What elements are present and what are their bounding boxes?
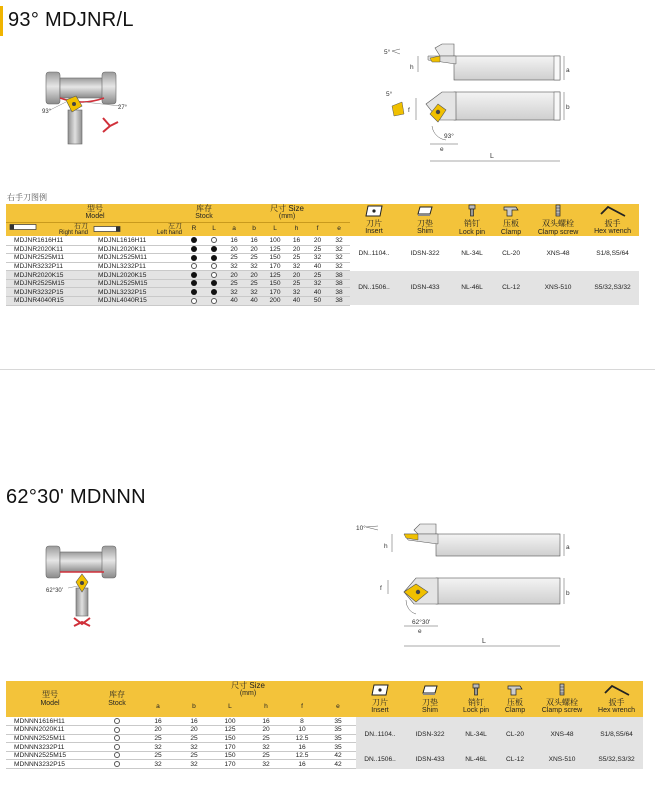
model-cell: MDNNN2525M11 (6, 734, 94, 743)
stock-cell (94, 734, 140, 743)
in-stock-dot (191, 246, 197, 252)
dim-e-cell: 35 (320, 743, 356, 752)
accessory-screw: XNS-510 (530, 271, 586, 305)
section-divider (0, 369, 655, 370)
dim-h-cell: 20 (286, 245, 307, 254)
workpiece-diagram-mdnnn (40, 542, 140, 632)
in-stock-dot (191, 255, 197, 261)
dim-a-header: a (140, 698, 176, 717)
dim-label: f (408, 107, 410, 114)
dim-b-cell: 16 (176, 717, 212, 726)
model-header: 型号 Model (6, 681, 94, 717)
angle-label: 5° (386, 91, 393, 98)
stock-r-cell (184, 245, 204, 254)
dim-b-cell: 20 (176, 726, 212, 735)
right-hand-tool-icon (8, 223, 38, 231)
dim-f-header: f (307, 222, 328, 236)
right-hand-model: MDJNR3232P11 (6, 262, 90, 271)
accessory-wrench: S1/8,S5/64 (590, 717, 643, 751)
stock-cell (94, 726, 140, 735)
stock-cell (94, 743, 140, 752)
caption-right-hand-legend: 右手刀图例 (7, 193, 47, 202)
out-of-stock-dot (191, 263, 197, 269)
stock-r-cell (184, 236, 204, 245)
dim-f-cell: 12.5 (284, 734, 320, 743)
shim-header: 刀垫 Shim (404, 681, 456, 717)
stock-l-cell (204, 288, 224, 297)
in-stock-dot (211, 246, 217, 252)
dim-l-header: L (212, 698, 248, 717)
model-cell: MDNNN1616H11 (6, 717, 94, 726)
accent-bar (0, 6, 3, 36)
accessory-shim: IDSN-433 (404, 751, 456, 768)
stock-l-cell (204, 236, 224, 245)
accessory-pin: NL-34L (456, 717, 496, 751)
angle-label: 62°30' (46, 588, 63, 594)
dim-label: e (418, 628, 422, 635)
lock-pin-header: 销钉 Lock pin (456, 681, 496, 717)
in-stock-dot (211, 280, 217, 286)
accessory-insert: DN..1506.. (356, 751, 404, 768)
dim-a-cell: 25 (224, 279, 244, 288)
dim-a-cell: 25 (224, 254, 244, 263)
clamp-icon (506, 683, 524, 696)
dim-e-cell: 35 (320, 717, 356, 726)
out-of-stock-dot (114, 752, 120, 758)
right-hand-model: MDJNR3232P15 (6, 288, 90, 297)
dim-a-cell: 20 (140, 726, 176, 735)
out-of-stock-dot (191, 298, 197, 304)
dim-h-cell: 32 (248, 743, 284, 752)
lock-pin-icon (466, 204, 478, 217)
dim-b-cell: 32 (176, 760, 212, 769)
model-cell: MDNNN2020K11 (6, 726, 94, 735)
dim-h-cell: 40 (286, 297, 307, 306)
right-hand-header: 右刀 Right hand (6, 222, 90, 236)
clamp-screw-header: 双头螺栓 Clamp screw (530, 204, 586, 236)
out-of-stock-dot (114, 735, 120, 741)
dim-len-cell: 125 (264, 245, 286, 254)
dim-len-cell: 125 (264, 271, 286, 280)
left-hand-header: 左刀 Left hand (90, 222, 184, 236)
dim-len-cell: 100 (212, 717, 248, 726)
dim-h-cell: 25 (286, 254, 307, 263)
accessory-shim: IDSN-433 (398, 271, 452, 305)
dim-f-cell: 25 (307, 245, 328, 254)
dim-b-cell: 25 (176, 734, 212, 743)
dim-h-cell: 20 (286, 271, 307, 280)
dim-a-cell: 20 (224, 245, 244, 254)
stock-l-header: L (204, 222, 224, 236)
dim-h-header: h (248, 698, 284, 717)
lock-pin-header: 销钉 Lock pin (452, 204, 492, 236)
right-hand-model: MDJNR2525M15 (6, 279, 90, 288)
dim-len-cell: 100 (264, 236, 286, 245)
shim-icon (416, 205, 434, 217)
stock-r-cell (184, 271, 204, 280)
accessory-screw: XNS-48 (530, 236, 586, 270)
out-of-stock-dot (211, 272, 217, 278)
dim-h-cell: 25 (286, 279, 307, 288)
angle-label: 93° (444, 133, 454, 140)
out-of-stock-dot (114, 718, 120, 724)
clamp-header: 压板 Clamp (496, 681, 534, 717)
accessory-screw: XNS-510 (534, 751, 590, 768)
shim-header: 刀垫 Shim (398, 204, 452, 236)
dim-b-cell: 25 (244, 279, 264, 288)
dim-a-cell: 40 (224, 297, 244, 306)
dim-f-cell: 8 (284, 717, 320, 726)
dim-f-cell: 12.5 (284, 751, 320, 760)
dim-f-cell: 20 (307, 236, 328, 245)
dim-a-cell: 32 (140, 743, 176, 752)
dim-b-cell: 32 (176, 743, 212, 752)
dim-e-cell: 35 (320, 726, 356, 735)
dim-b-cell: 16 (244, 236, 264, 245)
dim-len-cell: 150 (212, 751, 248, 760)
in-stock-dot (191, 237, 197, 243)
dim-h-cell: 16 (248, 717, 284, 726)
model-cell: MDNNN2525M15 (6, 751, 94, 760)
stock-r-cell (184, 279, 204, 288)
dim-b-cell: 25 (176, 751, 212, 760)
stock-l-cell (204, 297, 224, 306)
stock-l-cell (204, 245, 224, 254)
angle-label: 93° (42, 109, 52, 115)
dim-e-cell: 42 (320, 760, 356, 769)
workpiece-diagram-mdjnr (40, 66, 140, 146)
shim-icon (421, 684, 439, 696)
table-row (6, 236, 639, 245)
dim-a-cell: 32 (224, 288, 244, 297)
stock-cell (94, 717, 140, 726)
dim-b-cell: 25 (244, 254, 264, 263)
left-hand-model: MDJNL3232P15 (90, 288, 184, 297)
angle-label: 10° (356, 525, 366, 532)
out-of-stock-dot (114, 761, 120, 767)
dim-h-cell: 16 (286, 236, 307, 245)
dim-label: a (566, 544, 570, 551)
dim-len-cell: 170 (264, 262, 286, 271)
accessory-shim: IDSN-322 (398, 236, 452, 270)
dim-h-header: h (286, 222, 307, 236)
table-row (6, 751, 643, 760)
dim-label: h (384, 543, 388, 550)
in-stock-dot (191, 280, 197, 286)
dim-f-cell: 32 (307, 254, 328, 263)
stock-l-cell (204, 262, 224, 271)
technical-drawing-mdjnr (380, 42, 580, 170)
table-row (6, 271, 639, 280)
right-hand-model: MDJNR2020K15 (6, 271, 90, 280)
out-of-stock-dot (114, 727, 120, 733)
accessory-clamp: CL-12 (496, 751, 534, 768)
dim-f-cell: 40 (307, 262, 328, 271)
out-of-stock-dot (211, 237, 217, 243)
dim-label: L (490, 153, 494, 160)
dim-e-cell: 32 (328, 254, 350, 263)
hex-wrench-header: 扳手 Hex wrench (590, 681, 643, 717)
stock-header: 库存 Stock (94, 681, 140, 717)
dim-a-cell: 16 (140, 717, 176, 726)
accessory-pin: NL-34L (452, 236, 492, 270)
dim-b-cell: 32 (244, 262, 264, 271)
dim-h-cell: 32 (286, 262, 307, 271)
dim-label: f (380, 585, 382, 592)
dim-len-cell: 150 (264, 279, 286, 288)
dim-e-cell: 42 (320, 751, 356, 760)
accessory-wrench: S5/32,S3/32 (590, 751, 643, 768)
dim-label: L (482, 638, 486, 645)
stock-l-cell (204, 271, 224, 280)
dim-a-cell: 32 (140, 760, 176, 769)
accessory-pin: NL-46L (452, 271, 492, 305)
out-of-stock-dot (211, 263, 217, 269)
model-cell: MDNNN3232P11 (6, 743, 94, 752)
accessory-insert: DN..1104.. (350, 236, 398, 270)
accessory-wrench: S1/8,S5/64 (586, 236, 639, 270)
dim-h-cell: 20 (248, 726, 284, 735)
size-header: 尺寸 Size (mm) (224, 204, 350, 222)
hex-wrench-icon (600, 205, 626, 217)
dim-len-cell: 170 (264, 288, 286, 297)
table-row (6, 717, 643, 726)
model-cell: MDNNN3232P15 (6, 760, 94, 769)
clamp-screw-icon (556, 683, 568, 696)
dim-len-cell: 200 (264, 297, 286, 306)
stock-r-cell (184, 262, 204, 271)
accessory-shim: IDSN-322 (404, 717, 456, 751)
accessory-clamp: CL-20 (492, 236, 530, 270)
dim-f-cell: 25 (307, 271, 328, 280)
dim-len-cell: 125 (212, 726, 248, 735)
in-stock-dot (211, 289, 217, 295)
dim-b-header: b (244, 222, 264, 236)
stock-cell (94, 751, 140, 760)
dim-label: b (566, 104, 570, 111)
dim-e-cell: 35 (320, 734, 356, 743)
dim-b-header: b (176, 698, 212, 717)
stock-r-cell (184, 254, 204, 263)
right-hand-model: MDJNR4040R15 (6, 297, 90, 306)
accessory-pin: NL-46L (456, 751, 496, 768)
accessory-wrench: S5/32,S3/32 (586, 271, 639, 305)
clamp-screw-icon (552, 204, 564, 217)
dim-f-cell: 16 (284, 760, 320, 769)
dim-h-cell: 32 (286, 288, 307, 297)
left-hand-model: MDJNL1616H11 (90, 236, 184, 245)
left-hand-model: MDJNL3232P11 (90, 262, 184, 271)
clamp-screw-header: 双头螺栓 Clamp screw (534, 681, 590, 717)
dim-b-cell: 20 (244, 245, 264, 254)
in-stock-dot (191, 289, 197, 295)
stock-l-cell (204, 254, 224, 263)
dim-label: a (566, 67, 570, 74)
angle-label: 27° (118, 105, 128, 111)
accessory-insert: DN..1104.. (356, 717, 404, 751)
accessory-clamp: CL-20 (496, 717, 534, 751)
dim-b-cell: 40 (244, 297, 264, 306)
left-hand-tool-icon (92, 225, 122, 233)
dim-e-header: e (320, 698, 356, 717)
clamp-icon (502, 204, 520, 217)
dim-len-cell: 170 (212, 743, 248, 752)
dim-a-header: a (224, 222, 244, 236)
dim-a-cell: 20 (224, 271, 244, 280)
dim-e-cell: 38 (328, 297, 350, 306)
insert-icon (365, 205, 383, 217)
dim-e-cell: 38 (328, 288, 350, 297)
dim-len-cell: 150 (212, 734, 248, 743)
section-title-mdnnn: 62°30' MDNNN (6, 486, 146, 508)
dim-label: e (440, 146, 444, 153)
dim-e-cell: 38 (328, 279, 350, 288)
dim-a-cell: 25 (140, 734, 176, 743)
hex-wrench-header: 扳手 Hex wrench (586, 204, 639, 236)
stock-r-cell (184, 288, 204, 297)
out-of-stock-dot (211, 298, 217, 304)
stock-cell (94, 760, 140, 769)
stock-header: 库存 Stock (184, 204, 224, 222)
technical-drawing-mdnnn (352, 518, 582, 650)
clamp-header: 压板 Clamp (492, 204, 530, 236)
right-hand-model: MDJNR2020K11 (6, 245, 90, 254)
dim-h-cell: 32 (248, 760, 284, 769)
dim-label: h (410, 64, 414, 71)
accessory-clamp: CL-12 (492, 271, 530, 305)
dim-f-cell: 40 (307, 288, 328, 297)
left-hand-model: MDJNL2020K11 (90, 245, 184, 254)
insert-header: 刀片 Insert (356, 681, 404, 717)
dim-e-cell: 32 (328, 236, 350, 245)
dim-a-cell: 25 (140, 751, 176, 760)
dim-f-cell: 16 (284, 743, 320, 752)
dim-h-cell: 25 (248, 734, 284, 743)
right-hand-model: MDJNR1616H11 (6, 236, 90, 245)
angle-label: 5° (384, 49, 391, 56)
right-hand-model: MDJNR2525M11 (6, 254, 90, 263)
dim-f-cell: 50 (307, 297, 328, 306)
section-title-mdjnr: 93° MDJNR/L (8, 9, 134, 31)
spec-table-mdjnr (6, 204, 639, 306)
dim-e-header: e (328, 222, 350, 236)
dim-f-cell: 32 (307, 279, 328, 288)
left-hand-model: MDJNL4040R15 (90, 297, 184, 306)
dim-len-cell: 170 (212, 760, 248, 769)
dim-f-cell: 10 (284, 726, 320, 735)
hex-wrench-icon (604, 684, 630, 696)
dim-b-cell: 20 (244, 271, 264, 280)
out-of-stock-dot (114, 744, 120, 750)
in-stock-dot (211, 255, 217, 261)
dim-h-cell: 25 (248, 751, 284, 760)
dim-len-cell: 150 (264, 254, 286, 263)
in-stock-dot (191, 272, 197, 278)
angle-label: 62°30' (412, 619, 431, 626)
lock-pin-icon (470, 683, 482, 696)
stock-l-cell (204, 279, 224, 288)
stock-r-cell (184, 297, 204, 306)
dim-e-cell: 32 (328, 262, 350, 271)
stock-r-header: R (184, 222, 204, 236)
dim-b-cell: 32 (244, 288, 264, 297)
spec-table-mdnnn (6, 681, 643, 769)
left-hand-model: MDJNL2525M15 (90, 279, 184, 288)
dim-label: b (566, 590, 570, 597)
dim-f-header: f (284, 698, 320, 717)
size-header: 尺寸 Size (mm) (140, 681, 356, 698)
insert-header: 刀片 Insert (350, 204, 398, 236)
dim-e-cell: 32 (328, 245, 350, 254)
left-hand-model: MDJNL2525M11 (90, 254, 184, 263)
dim-l-header: L (264, 222, 286, 236)
dim-e-cell: 38 (328, 271, 350, 280)
model-header: 型号 Model (6, 204, 184, 222)
dim-a-cell: 32 (224, 262, 244, 271)
accessory-screw: XNS-48 (534, 717, 590, 751)
left-hand-model: MDJNL2020K15 (90, 271, 184, 280)
dim-a-cell: 16 (224, 236, 244, 245)
insert-icon (371, 684, 389, 696)
accessory-insert: DN..1506.. (350, 271, 398, 305)
